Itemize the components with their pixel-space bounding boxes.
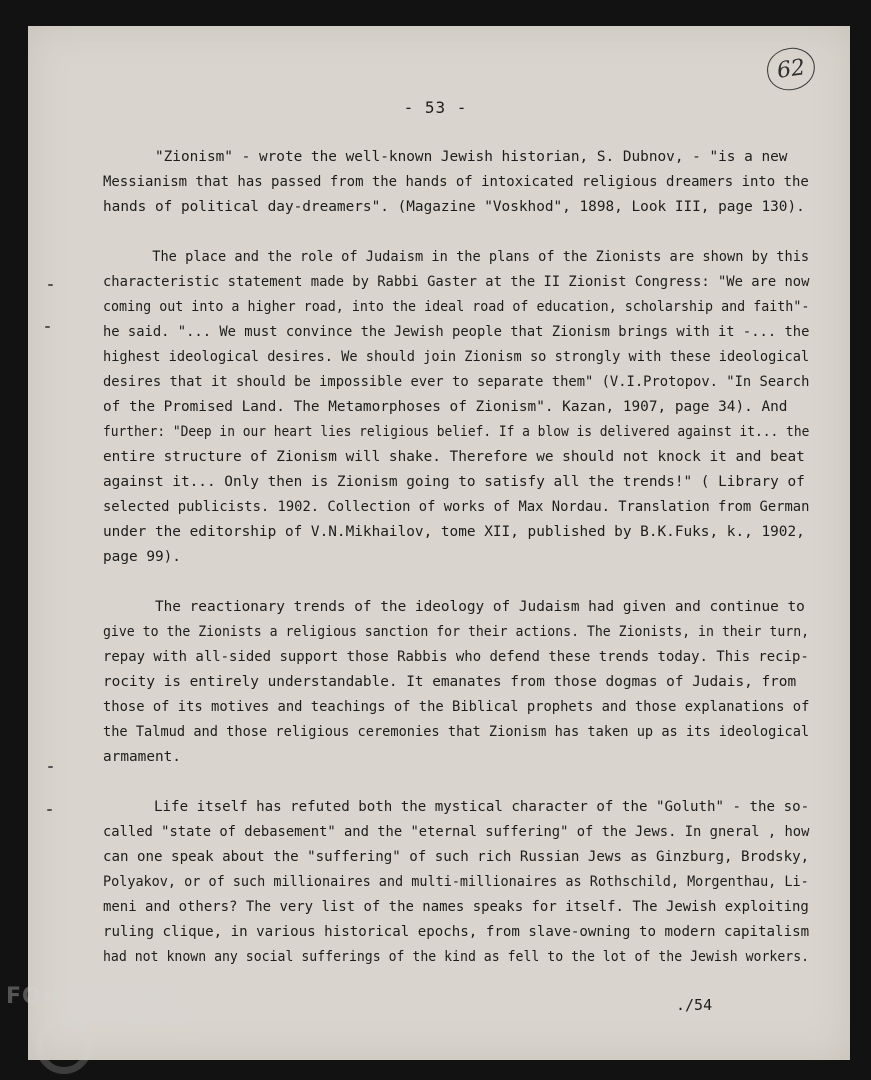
- paragraph: [103, 145, 809, 220]
- watermark-line: onlus: [176, 1033, 203, 1044]
- text-line: The place and the role of Judaism in the plans of the Zionists are shown by this: [103, 249, 810, 265]
- text-line: rocity is entirely understandable. It emanates from those dogmas of Judais, from: [103, 674, 797, 690]
- text-line: ruling clique, in various historical epochs, from slave-owning to modern capitalism: [103, 924, 810, 940]
- watermark-logo-icon: [36, 1018, 92, 1074]
- text-line: hands of political day-dreamers". (Magazine "Voskhod", 1898, Look III, page 130).: [103, 199, 805, 215]
- margin-mark: [48, 766, 53, 768]
- text-line: The reactionary trends of the ideology of Judaism had given and continue to: [103, 599, 805, 615]
- watermark-line: FONDAZIONE: [6, 984, 180, 1009]
- paragraph: [103, 245, 809, 570]
- margin-mark: [45, 326, 50, 328]
- text-line: had not known any social sufferings of the kind as fell to the lot of the Jewish workers.: [103, 949, 810, 965]
- folio-number-circled: 62: [764, 45, 817, 93]
- text-line: under the editorship of V.N.Mikhailov, tome XII, published by B.K.Fuks, k., 1902,: [103, 524, 805, 540]
- text-line: armament.: [103, 749, 181, 765]
- text-line: Life itself has refuted both the mystical character of the "Goluth" - the so-: [103, 799, 810, 815]
- text-line: meni and others? The very list of the names speaks for itself. The Jewish exploiting: [103, 899, 809, 915]
- body-text: [103, 145, 809, 970]
- text-line: against it... Only then is Zionism going to satisfy all the trends!" ( Library of: [103, 474, 805, 490]
- text-line: further: "Deep in our heart lies religious belief. If a blow is delivered against it... the: [103, 424, 810, 440]
- text-line: page 99).: [103, 549, 181, 565]
- text-line: can one speak about the "suffering" of such rich Russian Jews as Ginzburg, Brodsky,: [103, 849, 810, 865]
- paragraph: [103, 595, 809, 770]
- text-line: entire structure of Zionism will shake. Therefore we should not knock it and beat: [103, 449, 805, 465]
- text-line: he said. "... We must convince the Jewish people that Zionism brings with it -... the: [103, 324, 810, 340]
- text-line: repay with all-sided support those Rabbis who defend these trends today. This recip-: [103, 649, 809, 665]
- page-number: - 53 -: [403, 98, 468, 117]
- text-line: called "state of debasement" and the "eternal suffering" of the Jews. In gneral , how: [103, 824, 810, 840]
- text-line: of the Promised Land. The Metamorphoses of Zionism". Kazan, 1907, page 34). And: [103, 399, 788, 415]
- text-line: the Talmud and those religious ceremonies that Zionism has taken up as its ideological: [103, 724, 810, 740]
- margin-mark: [47, 809, 52, 811]
- text-line: Messianism that has passed from the hands of intoxicated religious dreamers into the: [103, 174, 809, 190]
- text-line: highest ideological desires. We should join Zionism so strongly with these ideological: [103, 349, 810, 365]
- paragraph: [103, 795, 809, 970]
- margin-mark: [48, 284, 53, 286]
- continuation-marker: ./54: [676, 996, 713, 1014]
- text-line: Polyakov, or of such millionaires and multi-millionaires as Rothschild, Morgenthau, Li-: [103, 874, 809, 890]
- text-line: give to the Zionists a religious sanction for their actions. The Zionists, in their turn,: [103, 624, 810, 640]
- text-line: selected publicists. 1902. Collection of works of Max Nordau. Translation from German: [103, 499, 810, 515]
- watermark-line: GRAMSCI: [70, 1008, 192, 1033]
- text-line: "Zionism" - wrote the well-known Jewish historian, S. Dubnov, - "is a new: [103, 149, 788, 165]
- text-line: desires that it should be impossible ever to separate them" (V.I.Protopov. "In Search: [103, 374, 810, 390]
- text-line: those of its motives and teachings of the Biblical prophets and those explanations of: [103, 699, 810, 715]
- text-line: characteristic statement made by Rabbi Gaster at the II Zionist Congress: "We are now: [103, 274, 810, 290]
- text-line: coming out into a higher road, into the ideal road of education, scholarship and faith"-: [103, 299, 810, 315]
